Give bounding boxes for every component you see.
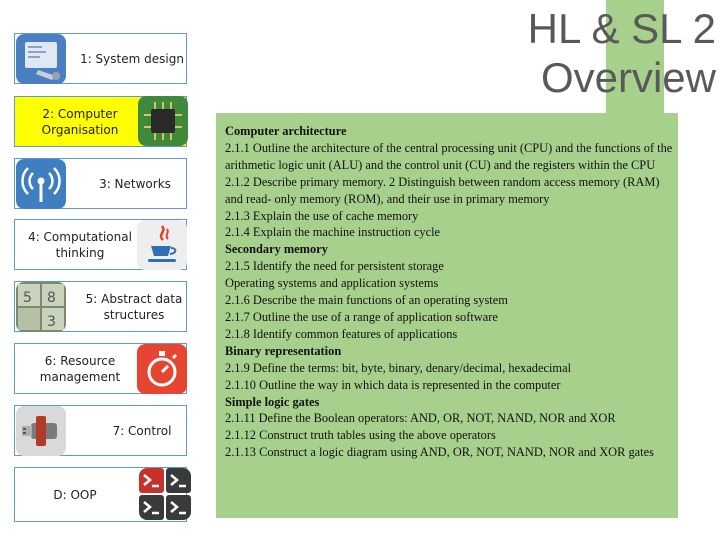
section-heading: Computer architecture <box>225 124 347 138</box>
java-icon <box>137 220 187 270</box>
section-heading: Binary representation <box>225 343 342 358</box>
content-line: 2.1.5 Identify the need for persistent storage <box>225 259 444 274</box>
content-line: 2.1.6 Describe the main functions of an operating system <box>225 293 508 308</box>
content-panel <box>216 113 678 518</box>
usb-stick-icon <box>16 406 66 456</box>
topic-label: 5: Abstract data structures <box>85 291 183 322</box>
title-line-2: Overview <box>540 54 716 101</box>
svg-text:8: 8 <box>47 290 56 306</box>
page-title <box>528 4 716 102</box>
topic-label: D: OOP <box>53 487 97 502</box>
topic-label: 7: Control <box>112 423 172 438</box>
svg-text:5: 5 <box>23 290 32 306</box>
content-line: 2.1.7 Outline the use of a range of application software <box>225 309 498 324</box>
content-line: 2.1.13 Construct a logic diagram using AND, OR, NOT, NAND, NOR and XOR gates <box>225 445 654 460</box>
system-design-icon <box>16 34 66 84</box>
content-line: 2.1.1 Outline the architecture of the central processing unit (CPU) and the functions of the arithmetic logic unit (ALU) and the control unit (CU) and the registers within the CPU <box>225 140 673 172</box>
content-line: 2.1.4 Explain the machine instruction cycle <box>225 225 441 240</box>
section-heading: Secondary memory <box>225 242 328 257</box>
svg-text:3: 3 <box>47 314 56 330</box>
topic-label: 2: Computer Organisation <box>41 106 119 137</box>
content-line: 2.1.3 Explain the use of cache memory <box>225 208 419 223</box>
content-line: 2.1.2 Describe primary memory. 2 Distinguish between random access memory (RAM) and read- only memory (ROM), and their use in primary memory <box>225 174 660 206</box>
topic-label: 4: Computational thinking <box>28 229 132 260</box>
section-heading: Simple logic gates <box>225 394 320 409</box>
content-line: Operating systems and application systems <box>225 276 439 291</box>
topic-label: 3: Networks <box>99 176 171 191</box>
title-line-1: HL & SL 2 <box>527 5 716 52</box>
content-line: 2.1.12 Construct truth tables using the above operators <box>225 428 496 443</box>
number-grid-icon <box>16 282 66 332</box>
topic-label: 1: System design <box>80 51 184 66</box>
content-line: 2.1.9 Define the terms: bit, byte, binary, denary/decimal, hexadecimal <box>225 360 572 375</box>
content-line: 2.1.11 Define the Boolean operators: AND, OR, NOT, NAND, NOR and XOR <box>225 411 616 426</box>
circuit-board-icon <box>138 96 188 146</box>
wireless-icon <box>16 159 66 209</box>
stopwatch-icon <box>137 344 187 394</box>
topic-label: 6: Resource management <box>39 353 121 384</box>
terminal-icon <box>139 468 191 520</box>
content-line: 2.1.8 Identify common features of applications <box>225 326 458 341</box>
content-line: 2.1.10 Outline the way in which data is represented in the computer <box>225 377 561 392</box>
